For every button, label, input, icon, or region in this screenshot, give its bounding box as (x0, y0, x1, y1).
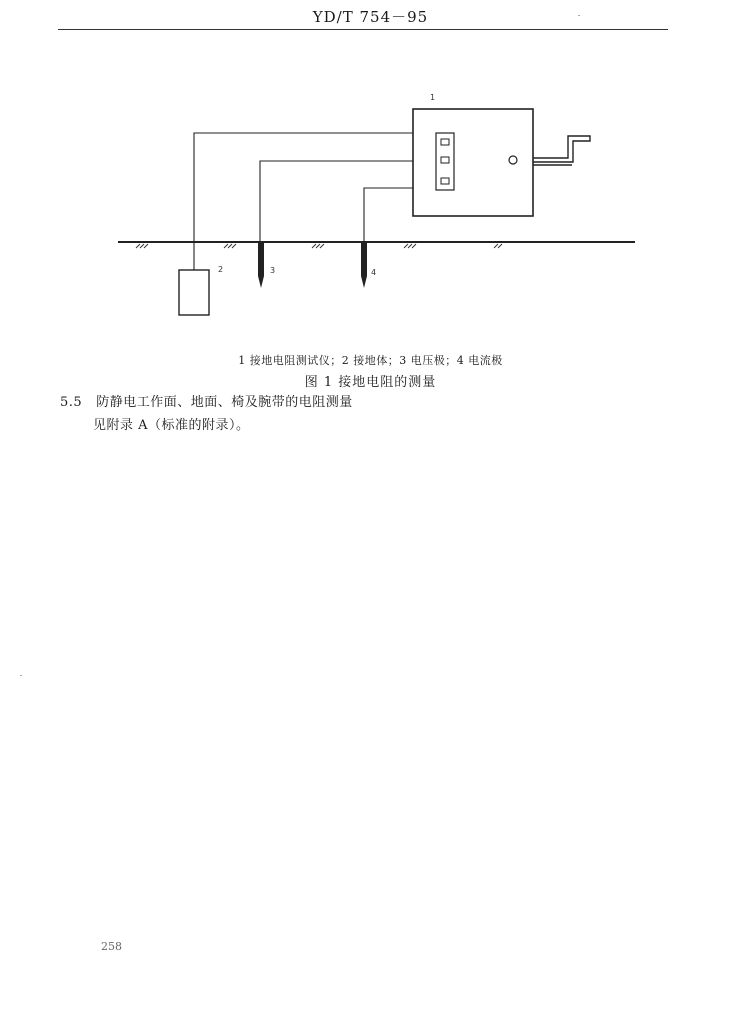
page-number: 258 (101, 940, 122, 953)
terminal-e (441, 139, 449, 145)
terminal-p (441, 157, 449, 163)
voltage-electrode (258, 242, 264, 288)
terminal-c (441, 178, 449, 184)
grounding-body (179, 270, 209, 315)
clause-body: 见附录 A（标准的附录）。 (93, 418, 250, 433)
terminal-strip (436, 133, 454, 190)
callout-2: 2 (218, 265, 224, 274)
callout-4: 4 (371, 268, 377, 277)
tester-box (413, 109, 533, 216)
dial-knob (509, 156, 517, 164)
scan-speck (20, 675, 22, 676)
lead-wires (194, 133, 413, 270)
figure-title: 图 1 接地电阻的测量 (304, 375, 437, 390)
scan-speck (578, 15, 580, 16)
callout-3: 3 (270, 266, 276, 275)
current-electrode (361, 242, 367, 288)
figure-legend: 1 接地电阻测试仪；2 接地体；3 电压极；4 电流极 (238, 354, 503, 367)
standard-code: YD/T 754－95 (312, 8, 429, 26)
ground-hatch (136, 244, 502, 248)
clause-heading (60, 391, 353, 410)
callout-1: 1 (430, 93, 436, 102)
clause-heading-text: 防静电工作面、地面、椅及腕带的电阻测量 (96, 395, 353, 410)
clause-number: 5.5 (60, 395, 83, 410)
grounding-resistance-diagram (0, 0, 741, 340)
hand-crank (533, 136, 590, 165)
